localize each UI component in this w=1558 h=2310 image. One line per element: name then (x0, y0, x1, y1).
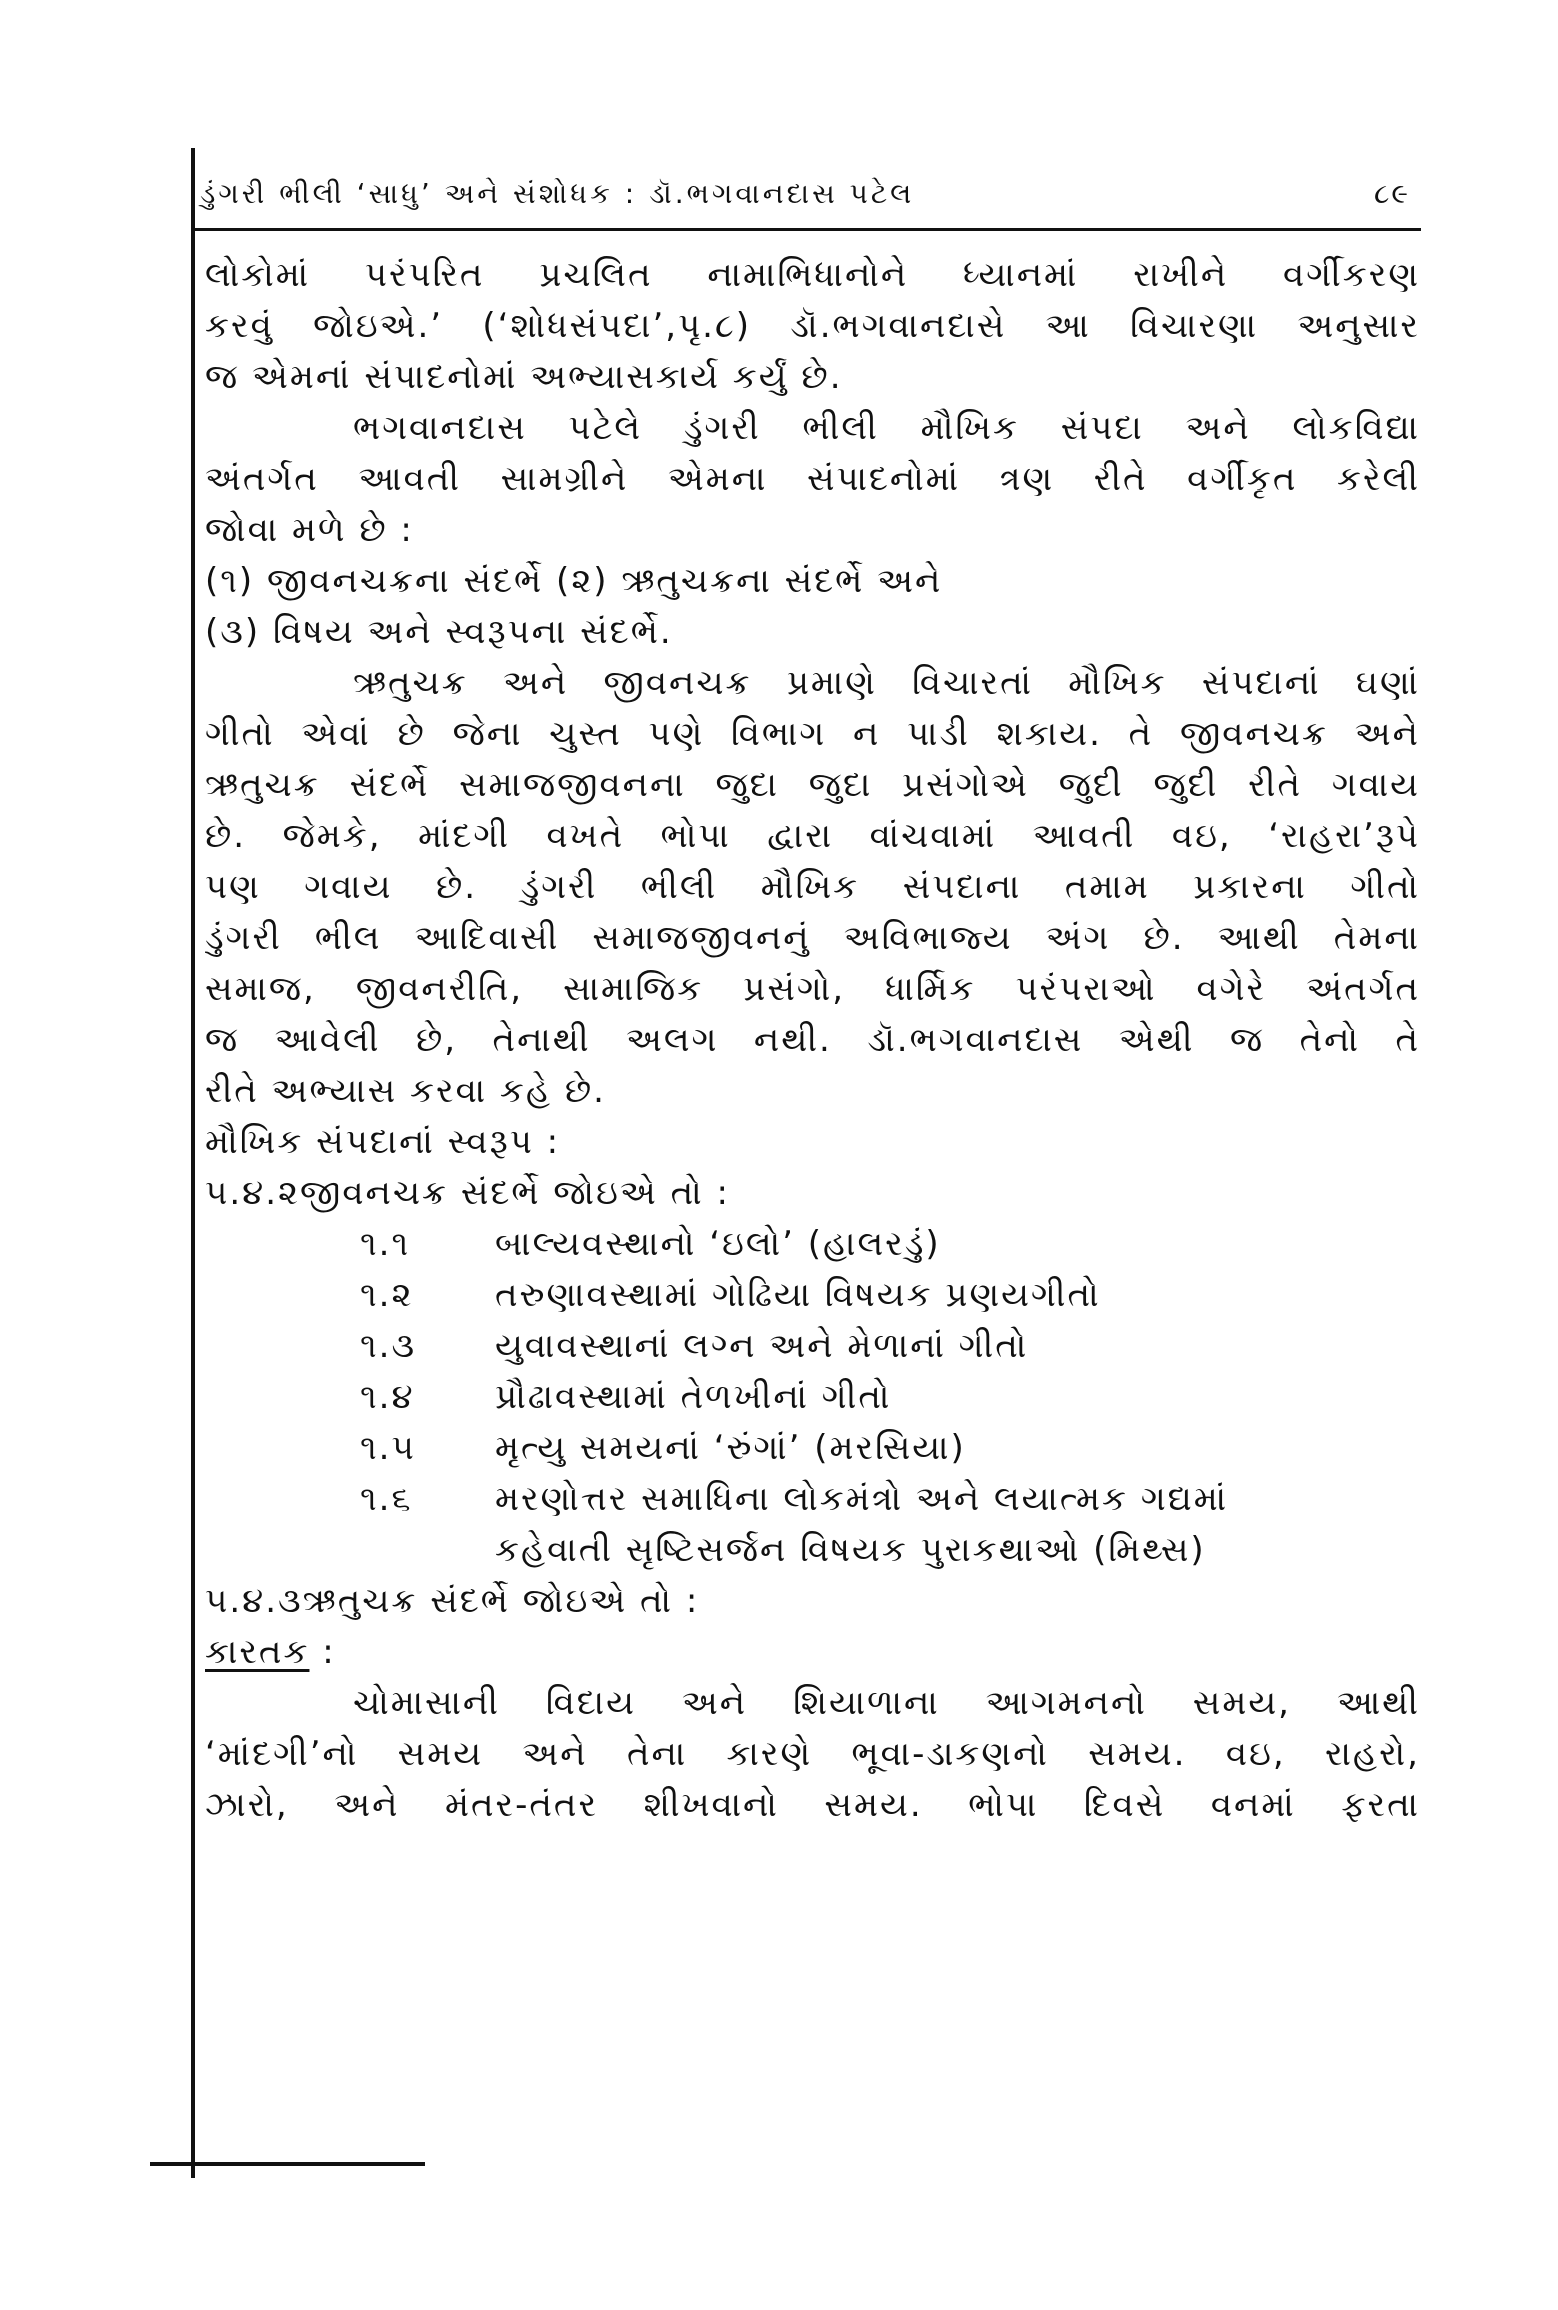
running-header (200, 170, 1410, 218)
month-heading-colon: : (309, 1632, 336, 1672)
text-line: ઋતુચક્ર અને જીવનચક્ર પ્રમાણે વિચારતાં મૌખિક સંપદાનાં ઘણાં (353, 663, 1420, 703)
list-item-text: તરુણાવસ્થામાં ગોઢિયા વિષયક પ્રણયગીતો (495, 1275, 1101, 1315)
body-text (205, 250, 1420, 1831)
list-item-text: યુવાવસ્થાનાં લગ્ન અને મેળાનાં ગીતો (495, 1326, 1029, 1366)
classification-line: (૧) જીવનચક્રના સંદર્ભે (૨) ઋતુચક્રના સંદર્ભે અને (205, 561, 943, 601)
list-item (205, 1423, 1420, 1474)
section-heading: મૌખિક સંપદાનાં સ્વરૂપ : (205, 1122, 561, 1162)
list-item-number: ૧.૪ (360, 1377, 415, 1417)
list-item-text: મૃત્યુ સમયનાં ‘રુંગાં’ (મરસિયા) (495, 1428, 966, 1468)
list-item (205, 1321, 1420, 1372)
list-item-text: બાલ્યવસ્થાનો ‘ઇલો’ (હાલરડું) (495, 1224, 941, 1264)
text-line: છે. જેમકે, માંદગી વખતે ભોપા દ્વારા વાંચવામાં આવતી વઇ, ‘રાહરા’રૂપે (205, 816, 1420, 856)
header-rule (191, 228, 1421, 231)
classification-line: (૩) વિષય અને સ્વરૂપના સંદર્ભે. (205, 612, 673, 652)
text-line: જ આવેલી છે, તેનાથી અલગ નથી. ડૉ.ભગવાનદાસ એથી જ તેનો તે (205, 1020, 1420, 1060)
text-line: રીતે અભ્યાસ કરવા કહે છે. (205, 1071, 606, 1111)
subsection-heading: ૫.૪.૨જીવનચક્ર સંદર્ભે જોઇએ તો : (205, 1173, 730, 1213)
list-item (205, 1372, 1420, 1423)
list-item-number: ૧.૬ (360, 1479, 413, 1519)
list-item-number: ૧.૧ (360, 1224, 411, 1264)
text-line: જ એમનાં સંપાદનોમાં અભ્યાસકાર્ય કર્યું છે. (205, 357, 843, 397)
list-item (205, 1474, 1420, 1525)
left-margin-rule (191, 148, 195, 2178)
list-item (205, 1270, 1420, 1321)
text-line: જોવા મળે છે : (205, 510, 414, 550)
text-line: ‘માંદગી’નો સમય અને તેના કારણે ભૂવા-ડાકણનો સમય. વઇ, રાહરો, (205, 1734, 1420, 1774)
list-item-text: મરણોત્તર સમાધિના લોકમંત્રો અને લયાત્મક ગદ્યમાં (495, 1479, 1229, 1519)
text-line: કરવું જોઇએ.’ (‘શોધસંપદા’,પૃ.૮) ડૉ.ભગવાનદાસે આ વિચારણા અનુસાર (205, 306, 1420, 346)
list-item-text: પ્રૌઢાવસ્થામાં તેળખીનાં ગીતો (495, 1377, 892, 1417)
list-item-number: ૧.૩ (360, 1326, 417, 1366)
subsection-heading: ૫.૪.૩ઋતુચક્ર સંદર્ભે જોઇએ તો : (205, 1581, 700, 1621)
list-item (205, 1219, 1420, 1270)
text-line: ગીતો એવાં છે જેના ચુસ્ત પણે વિભાગ ન પાડી શકાય. તે જીવનચક્ર અને (205, 714, 1420, 754)
header-title: ડુંગરી ભીલી ‘સાધુ’ અને સંશોધક : ડૉ.ભગવાનદાસ પટેલ (200, 177, 915, 210)
month-heading-line (205, 1627, 1420, 1678)
text-line: અંતર્ગત આવતી સામગ્રીને એમના સંપાદનોમાં ત્રણ રીતે વર્ગીકૃત કરેલી (205, 459, 1420, 499)
list-item-number: ૧.૨ (360, 1275, 414, 1315)
text-line: ઝારો, અને મંતર-તંતર શીખવાનો સમય. ભોપા દિવસે વનમાં ફરતા (205, 1785, 1420, 1825)
list-item-text: કહેવાતી સૃષ્ટિસર્જન વિષયક પુરાકથાઓ (મિથ્સ) (495, 1530, 1206, 1570)
footer-rule (150, 2162, 425, 2166)
list-item-number: ૧.૫ (360, 1428, 416, 1468)
text-line: ભગવાનદાસ પટેલે ડુંગરી ભીલી મૌખિક સંપદા અને લોકવિદ્યા (353, 408, 1420, 448)
text-line: લોકોમાં પરંપરિત પ્રચલિત નામાભિધાનોને ધ્યાનમાં રાખીને વર્ગીકરણ (205, 255, 1420, 295)
text-line: પણ ગવાય છે. ડુંગરી ભીલી મૌખિક સંપદાના તમામ પ્રકારના ગીતો (205, 867, 1420, 907)
text-line: ડુંગરી ભીલ આદિવાસી સમાજજીવનનું અવિભાજ્ય અંગ છે. આથી તેમના (205, 918, 1420, 958)
list-item-continuation (205, 1525, 1420, 1576)
text-line: સમાજ, જીવનરીતિ, સામાજિક પ્રસંગો, ધાર્મિક પરંપરાઓ વગેરે અંતર્ગત (205, 969, 1420, 1009)
month-heading: કારતક (205, 1632, 310, 1672)
text-line: ઋતુચક્ર સંદર્ભે સમાજજીવનના જુદા જુદા પ્રસંગોએ જુદી જુદી રીતે ગવાય (205, 765, 1420, 805)
text-line: ચોમાસાની વિદાય અને શિયાળાના આગમનનો સમય, આથી (353, 1683, 1420, 1723)
page-number: ૮૯ (1374, 177, 1410, 210)
